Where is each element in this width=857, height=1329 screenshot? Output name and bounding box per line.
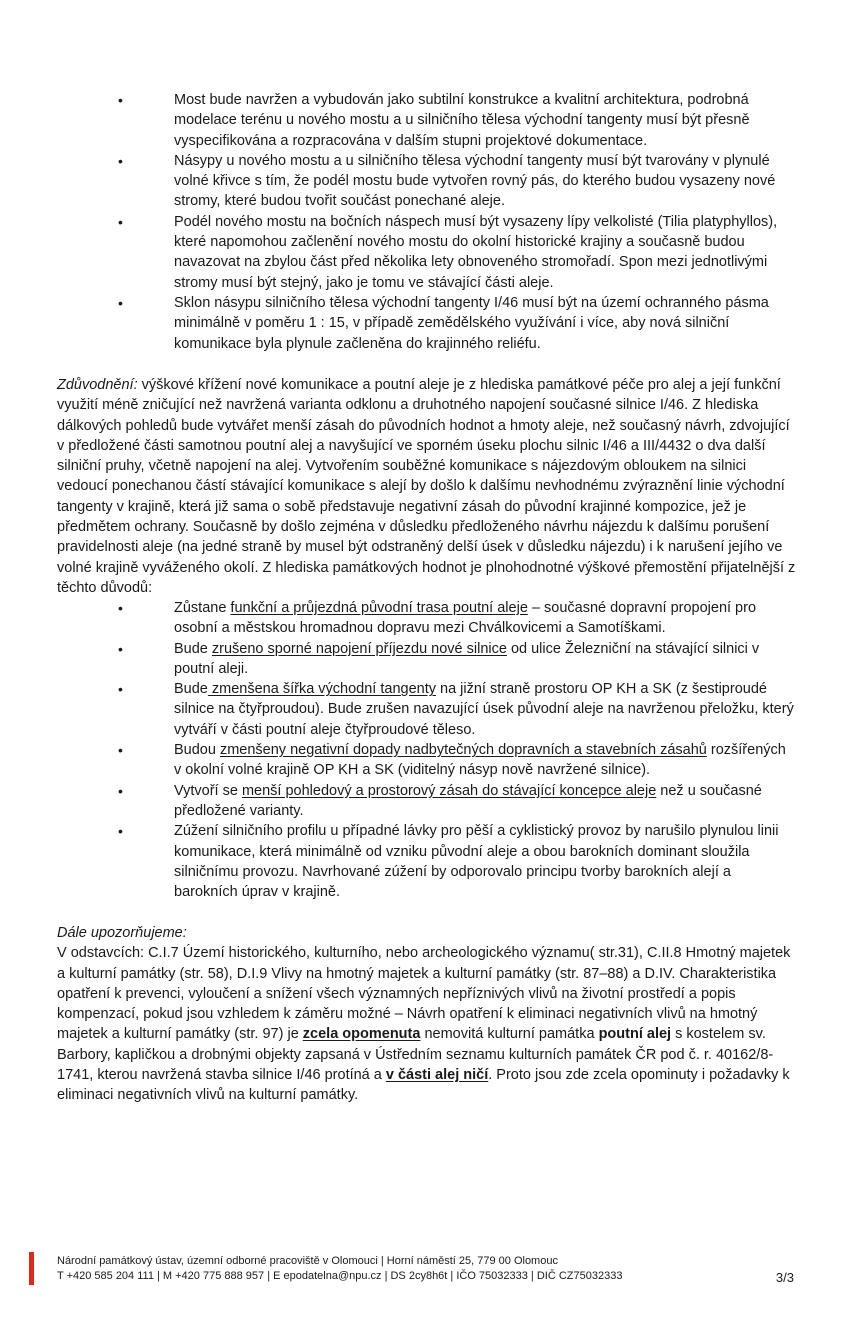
- list-item: [0, 740, 857, 781]
- bold-phrase: poutní alej: [598, 1026, 672, 1043]
- notice-text: V odstavcích: C.I.7 Území historického, kulturního, nebo archeologického významu( str.31), C.II.8 Hmotný majetek a kulturní památky (str. 58), D.I.9 Vlivy na hmotný majetek a kulturní památky (str. 87–88) a D.IV. Charakteristika opatření k prevenci, vyloučení a snížení všech významných nepříznivých vlivů na životní prostředí a popis kompenzací, pokud jsou vzhledem k záměru možné – Návrh opatření k eliminaci negativních vlivů na hmotný majetek a kulturní památky (str. 97) je: [57, 945, 791, 1043]
- bullet: •: [118, 823, 123, 840]
- bullet: •: [118, 152, 123, 169]
- bullet: •: [118, 600, 123, 616]
- list-item: [0, 151, 857, 212]
- list-item-text: Zůstane: [174, 600, 231, 616]
- emphasis-phrase: v části alej ničí: [385, 1067, 489, 1084]
- underlined-phrase: zmenšeny negativní dopady nadbytečných dopravních a stavebních zásahů: [219, 742, 707, 759]
- bullet: •: [118, 782, 123, 799]
- list-item-text: Sklon násypu silničního tělesa východní tangenty I/46 musí být na území ochranného pásma minimálně v poměru 1 : 15, v případě zemědělského využívání i více, aby nová silniční komunikace byla plynule začleněna do krajinného reliéfu.: [174, 294, 769, 352]
- list-item-text: Zúžení silničního profilu u případné lávky pro pěší a cyklistický provoz by narušilo plynulou linii komunikace, která minimálně od vzniku původní aleje a obou barokních dominant sloužila silničnímu provozu. Navrhované zúžení by odporovalo principu tvorby barokních alejí a barokních úprav v krajině.: [174, 823, 779, 901]
- list-item-text: – současné dopravní propojení pro osobní a městskou hromadnou dopravu mezi Chválkovicemi a Samotíškami.: [174, 600, 757, 637]
- underlined-phrase: zmenšena šířka východní tangenty: [207, 681, 436, 698]
- notice-text: nemovitá kulturní památka: [420, 1026, 599, 1043]
- list-item-text: Bude: [174, 681, 208, 698]
- bullet: •: [118, 681, 123, 698]
- list-item-text: Podél nového mostu na bočních náspech musí být vysazeny lípy velkolisté (Tilia platyphyllos), které napomohou začlenění nového mostu do okolní historické krajiny a současně budou navazovat na zbylou část před několika lety obnoveného stromořadí. Spon mezi jednotlivými stromy musí být stejný, jako je tomu ve stávající části aleje.: [174, 213, 778, 291]
- list-item: [0, 639, 857, 680]
- notice-section: [57, 923, 797, 1106]
- list-item: [0, 781, 857, 822]
- underlined-phrase: funkční a průjezdná původní trasa poutní aleje: [230, 600, 528, 616]
- list-item: [0, 90, 857, 151]
- list-item: [0, 212, 857, 293]
- list-item: [0, 821, 857, 902]
- reasoning-label: Zdůvodnění:: [57, 377, 138, 393]
- list-item-text: Vytvoří se: [174, 782, 242, 799]
- footer-address: Národní památkový ústav, územní odborné pracoviště v Olomouci | Horní náměstí 25, 779 00 Olomouc: [57, 1255, 558, 1267]
- reasoning-text: výškové křížení nové komunikace a poutní aleje je z hlediska památkové péče pro alej a její funkční využití méně zničující než navržená varianta odklonu a druhotného napojení současné silnice I/46. Z hlediska dálkových pohledů bude vytvářet menší zásah do původních hodnot a hmoty aleje, než současný návrh, zdvojující v předložené části samotnou poutní alej a navyšující ve sporném úseku plochu silnic I/46 a III/4432 o dva další silniční pruhy, včetně napojení na alej. Vytvořením souběžné komunikace s nájezdovým obloukem na silnici vedoucí ponechanou částí stávající komunikace s alejí by došlo k dalšímu nevhodnému zvýraznění linie východní tangenty v krajině, která již sama o sobě představuje negativní zásah do původní krajinné kompozice, jež je předmětem ochrany. Současně by došlo zejména v důsledku předloženého návrhu nájezdu k dalšímu porušení pravidelnosti aleje (na jedné straně by musel být odstraněný delší úsek v důsledku nájezdu) i k narušení jejího ve volné krajině vyváženého okolí. Z hlediska památkových hodnot je plnohodnotné výškové přemostění přijatelnější z těchto důvodů:: [57, 377, 796, 596]
- bullet: •: [118, 640, 123, 657]
- notice-text: . Proto jsou zde zcela opominuty i požadavky k eliminaci negativních vlivů na kulturní památky.: [57, 1067, 790, 1104]
- list-item-text: než u současné předložené varianty.: [174, 782, 762, 819]
- footer: [57, 1254, 697, 1284]
- list-item-text: na jižní straně prostoru OP KH a SK (z šestiproudé silnice na čtyřproudou). Bude zrušen navazující úsek původní aleje na navrženou přeložku, který vytváří v části poutní aleje čtyřproudové těleso.: [174, 681, 794, 738]
- list-item: [0, 679, 857, 740]
- list-item-text: Most bude navržen a vybudován jako subtilní konstrukce a kvalitní architektura, podrobná modelace terénu u nového mostu a u silničního tělesa východní tangenty musí být přesně vyspecifikována a rozpracována v dalším stupni projektové dokumentace.: [174, 92, 750, 149]
- emphasis-phrase: zcela opomenuta: [302, 1026, 421, 1043]
- list-item-text: rozšířených v okolní volné krajině OP KH a SK (viditelný násyp nově navržené silnice).: [174, 742, 786, 779]
- bullet: •: [118, 213, 123, 230]
- list-item-text: Bude: [174, 640, 212, 657]
- list-item: [0, 293, 857, 354]
- list-item-text: Budou: [174, 742, 220, 759]
- list-item-text: od ulice Železniční na stávající silnici v poutní aleji.: [174, 640, 760, 677]
- notice-paragraph: [57, 943, 797, 1105]
- reasoning-paragraph: [57, 375, 797, 598]
- conditions-list: [0, 90, 857, 354]
- bullet: •: [118, 742, 123, 759]
- underlined-phrase: zrušeno sporné napojení příjezdu nové silnice: [211, 640, 507, 657]
- footer-accent-bar: [29, 1252, 34, 1285]
- footer-contacts: T +420 585 204 111 | M +420 775 888 957 | E epodatelna@npu.cz | DS 2cy8h6t | IČO 75032333 | DIČ CZ75032333: [57, 1270, 623, 1282]
- list-item: [0, 598, 857, 639]
- notice-text: s kostelem sv. Barbory, kapličkou a drobnými objekty zapsaná v Ústředním seznamu kulturních památek ČR pod č. r. 40162/8-1741, kterou navržená stavba silnice I/46 protíná a: [57, 1026, 774, 1084]
- page-number: 3/3: [775, 1270, 794, 1285]
- bullet: •: [118, 92, 123, 108]
- list-item-text: Násypy u nového mostu a u silničního tělesa východní tangenty musí být tvarovány v plynulé volné křivce s tím, že podél mostu bude vytvořen rovný pás, do kterého budou vysazeny nové stromy, které budou tvořit součást ponechané aleje.: [174, 152, 776, 210]
- underlined-phrase: menší pohledový a prostorový zásah do stávající koncepce aleje: [241, 782, 657, 799]
- reasons-list: [0, 598, 857, 902]
- notice-heading: Dále upozorňujeme:: [57, 925, 187, 941]
- bullet: •: [118, 294, 123, 311]
